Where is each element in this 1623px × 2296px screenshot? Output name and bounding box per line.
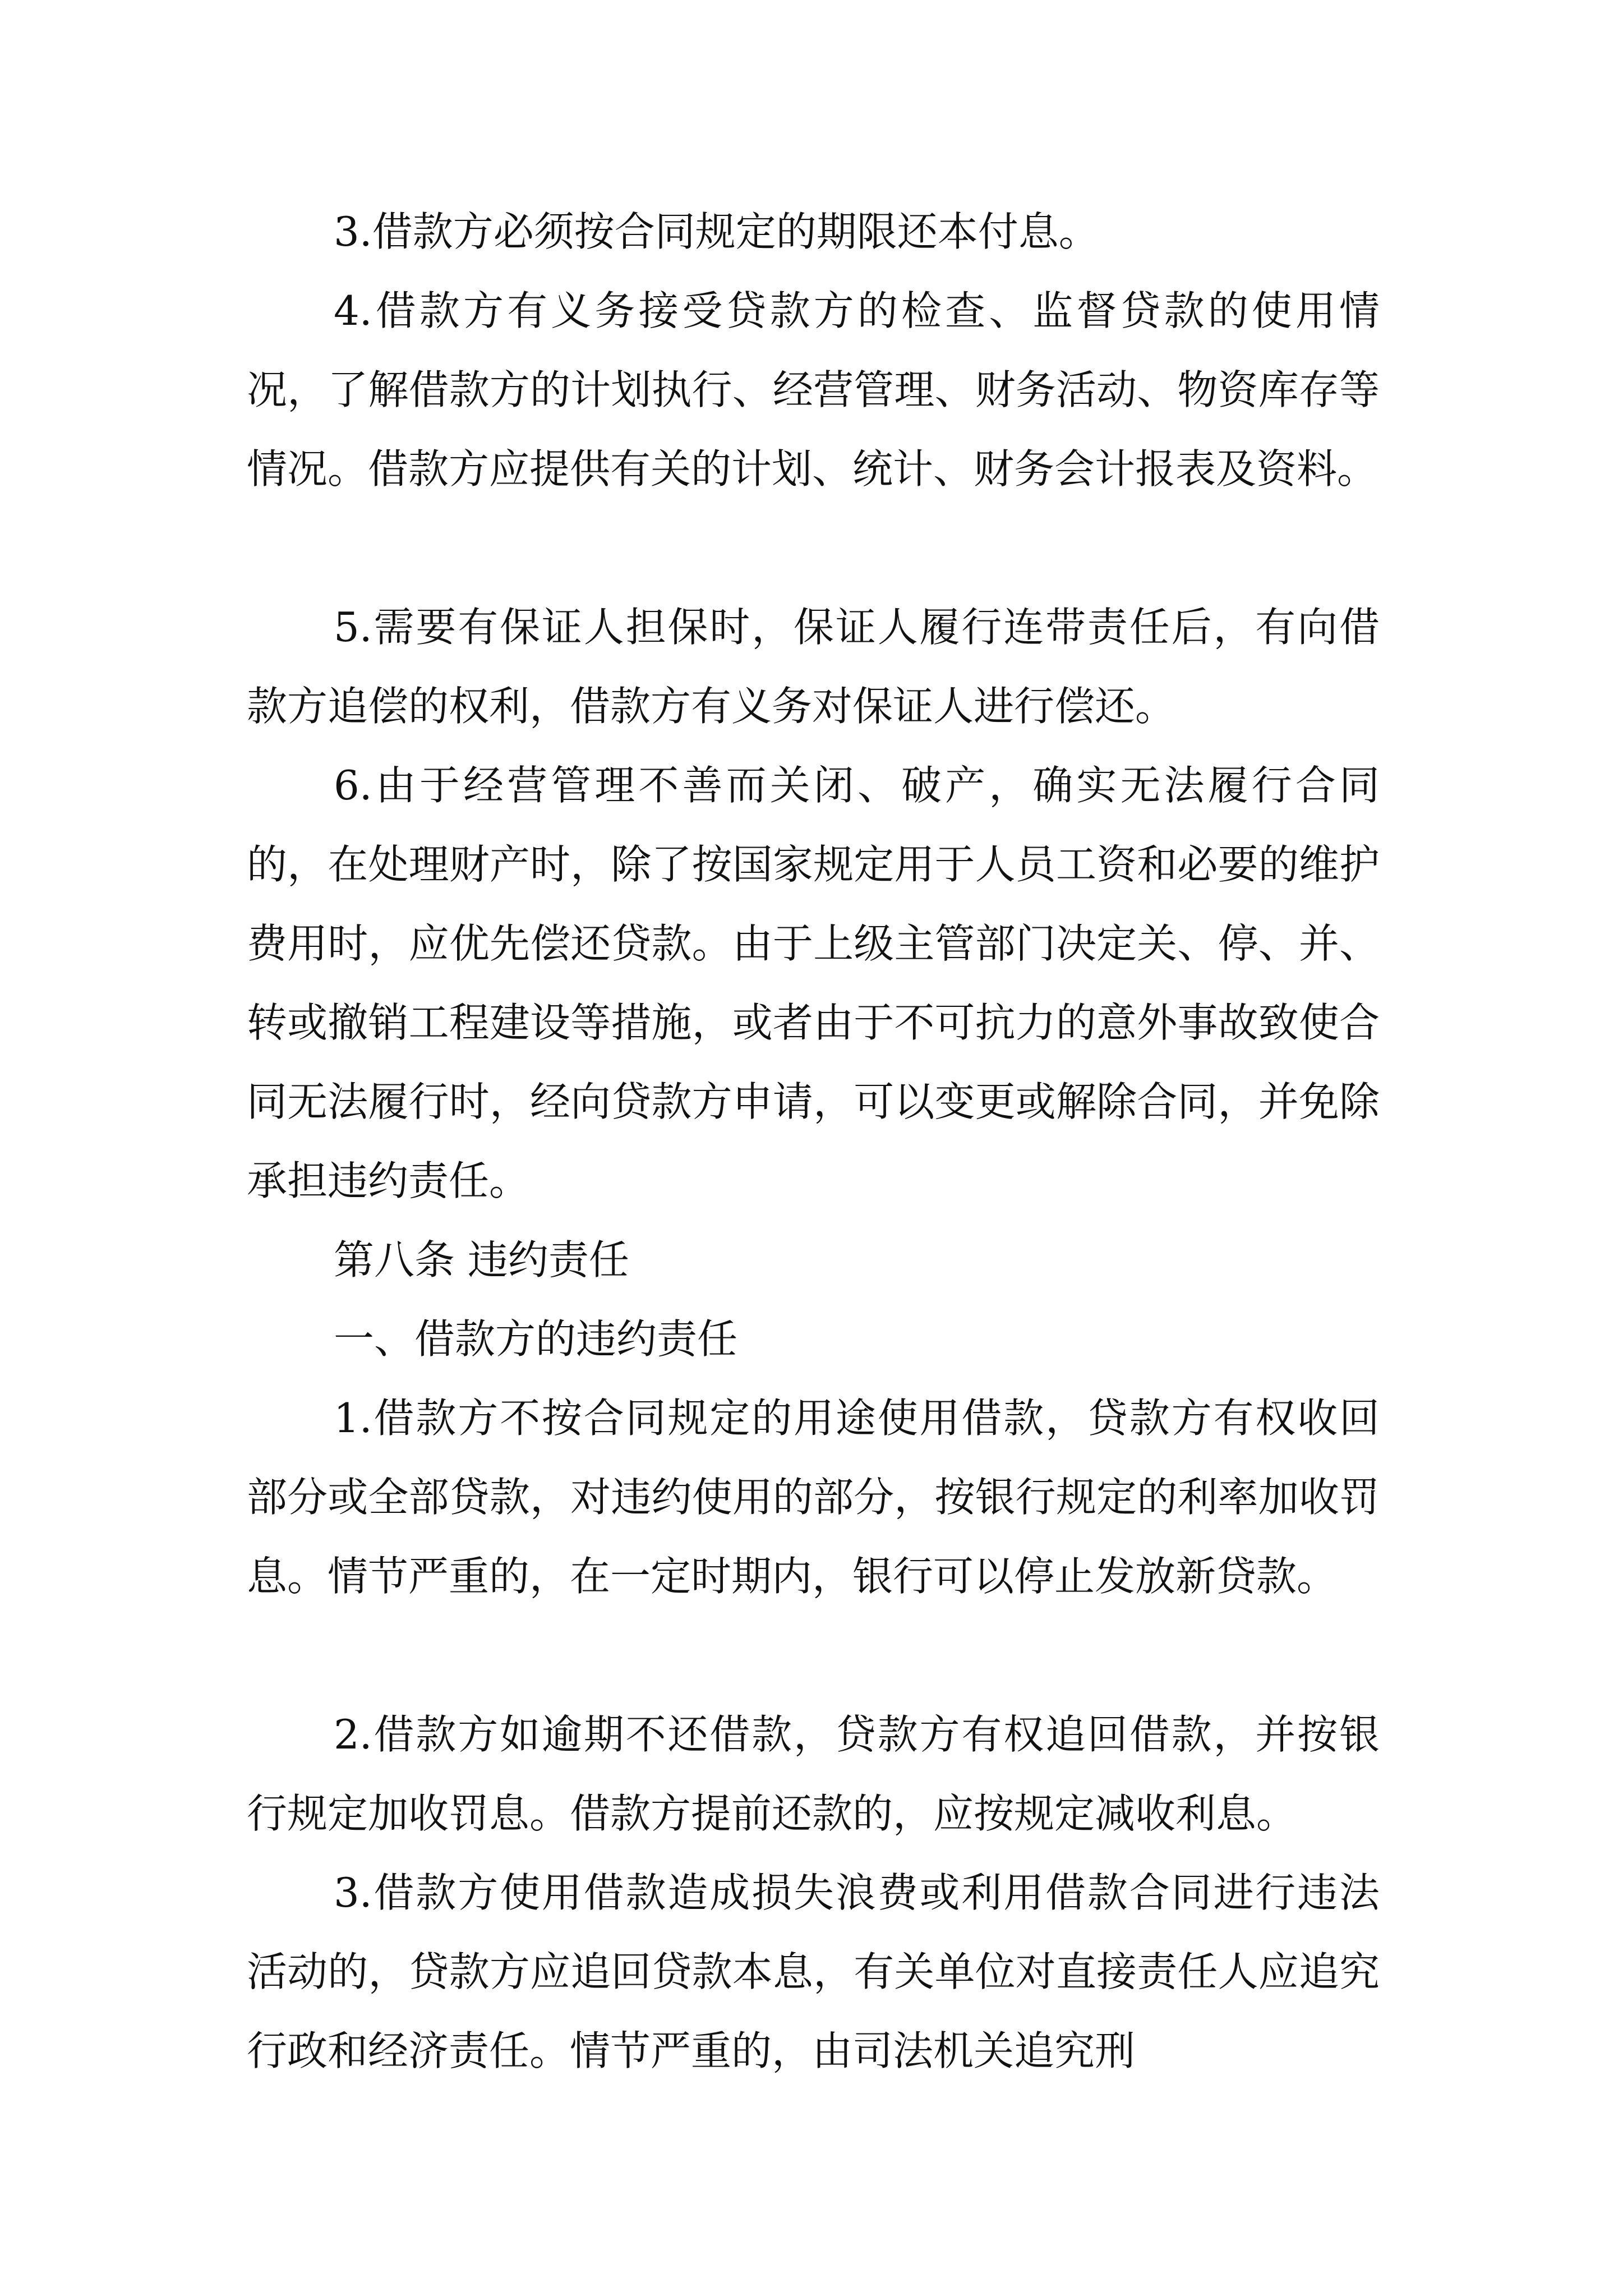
breach-3-losses: 3.借款方使用借款造成损失浪费或利用借款合同进行违法活动的，贷款方应追回贷款本息，有关单位对直接责任人应追究行政和经济责任。情节严重的，由司法机关追究刑 — [247, 1869, 1380, 2074]
breach-2-overdue: 2.借款方如逾期不还借款，贷款方有权追回借款，并按银行规定加收罚息。借款方提前还款的，应按规定减收利息。 — [247, 1711, 1380, 1837]
article-8-heading: 第八条 违约责任 — [334, 1236, 629, 1283]
clause-4-inspection: 4.借款方有义务接受贷款方的检查、监督贷款的使用情况，了解借款方的计划执行、经营管理、财务活动、物资库存等情况。借款方应提供有关的计划、统计、财务会计报表及资料。 — [247, 287, 1380, 493]
breach-1-misuse: 1.借款方不按合同规定的用途使用借款，贷款方有权收回部分或全部贷款，对违约使用的部分，按银行规定的利率加收罚息。情节严重的，在一定时期内，银行可以停止发放新贷款。 — [247, 1395, 1380, 1600]
clause-5-guarantor: 5.需要有保证人担保时，保证人履行连带责任后，有向借款方追偿的权利，借款方有义务对保证人进行偿还。 — [247, 604, 1380, 730]
clause-3-repayment: 3.借款方必须按合同规定的期限还本付息。 — [334, 208, 1099, 255]
section-1-heading: 一、借款方的违约责任 — [334, 1315, 738, 1363]
clause-6-bankruptcy: 6.由于经营管理不善而关闭、破产，确实无法履行合同的，在处理财产时，除了按国家规定用于人员工资和必要的维护费用时，应优先偿还贷款。由于上级主管部门决定关、停、并、转或撤销工程建设等措施，或者由于不可抗力的意外事故致使合同无法履行时，经向贷款方申请，可以变更或解除合同，并免除承担违约责任。 — [247, 762, 1380, 1204]
